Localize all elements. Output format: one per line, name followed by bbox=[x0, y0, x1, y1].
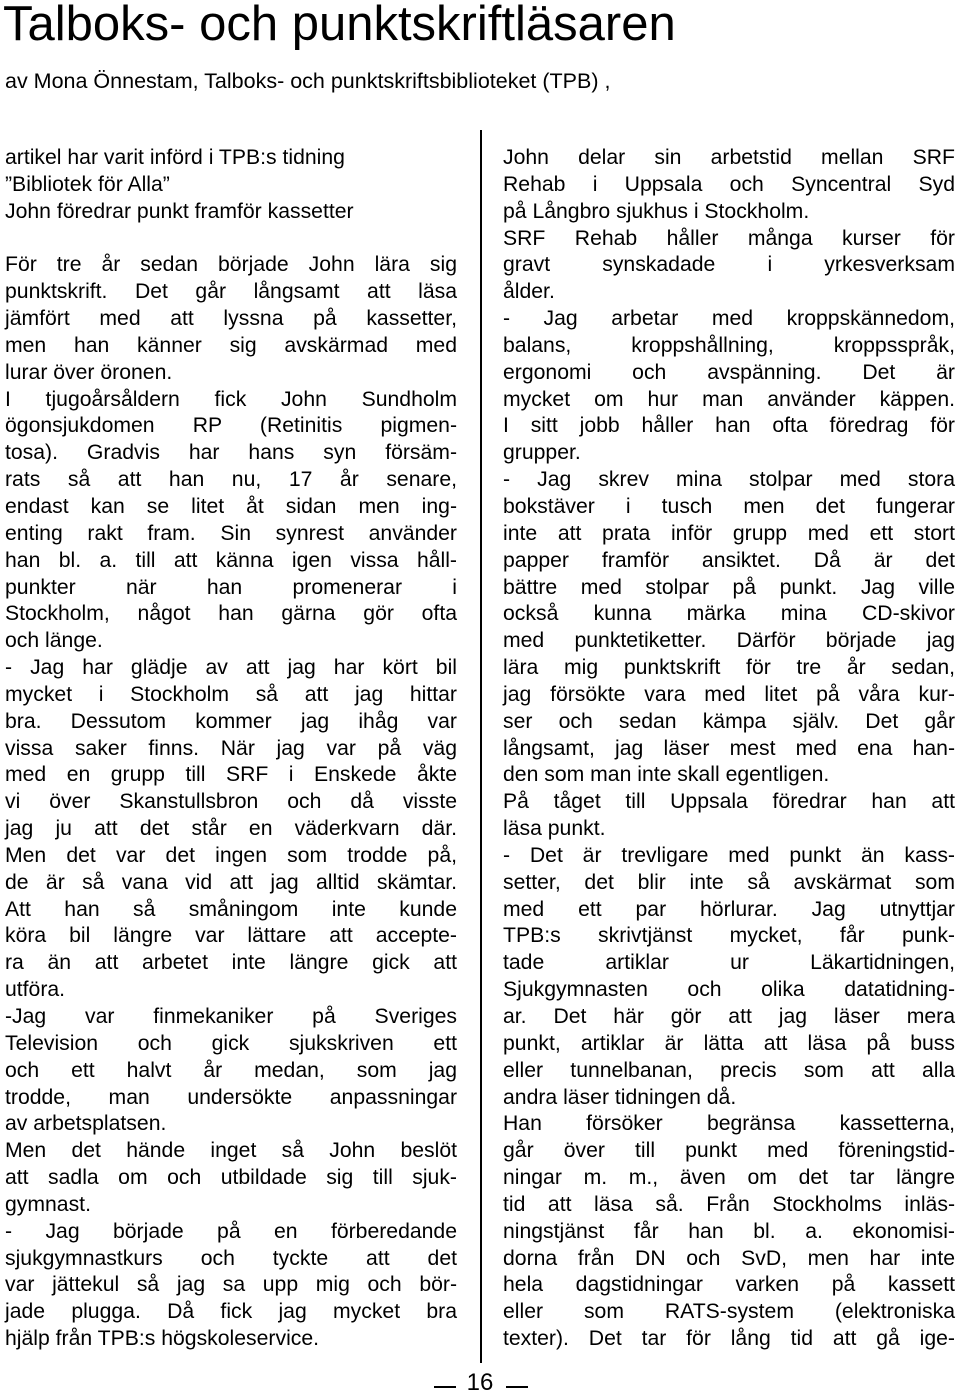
text-line: John föredrar punkt framför kassetter bbox=[5, 199, 354, 223]
text-line: att sadla om och utbildade sig till sjuk- bbox=[5, 1166, 457, 1190]
text-line: ra än att arbetet inte längre gick att bbox=[5, 951, 457, 975]
text-line: av arbetsplatsen. bbox=[5, 1112, 167, 1136]
text-line: papper framför ansiktet. Då är det bbox=[503, 548, 955, 572]
text-line: de är så vana vid att jag alltid skämtar. bbox=[5, 870, 457, 894]
text-line: TPB:s skrivtjänst mycket, får punk- bbox=[503, 924, 955, 948]
text-line: I tjugoårsåldern fick John Sundholm bbox=[5, 387, 457, 411]
text-line: gymnast. bbox=[5, 1192, 91, 1216]
text-line: ningar m. m., även om det tar längre bbox=[503, 1166, 955, 1190]
text-line: och ett halvt år medan, som jag bbox=[5, 1058, 457, 1082]
text-line: andra läser tidningen då. bbox=[503, 1085, 737, 1109]
text-line: vissa saker finns. När jag var på väg bbox=[5, 736, 457, 760]
left-text-column bbox=[5, 145, 457, 1353]
text-line: tade artiklar ur Läkartidningen, bbox=[503, 951, 955, 975]
text-line: punkter när han promenerar i bbox=[5, 575, 457, 599]
text-line: punkt, artiklar är lätta att läsa på buss bbox=[503, 1031, 955, 1055]
text-line: dorna från DN och SvD, men har inte bbox=[503, 1246, 955, 1270]
text-line: med punktetiketter. Därför började jag bbox=[503, 629, 955, 653]
text-line: går över till punkt med föreningstid- bbox=[503, 1139, 955, 1163]
text-line: SRF Rehab håller många kurser för bbox=[503, 226, 955, 250]
text-line: jag ju att det står en väderkvarn där. bbox=[5, 817, 457, 841]
text-line: lurar över öronen. bbox=[5, 360, 173, 384]
text-line: hjälp från TPB:s högskoleservice. bbox=[5, 1327, 320, 1351]
text-line: - Jag arbetar med kroppskännedom, bbox=[503, 307, 955, 331]
text-line: den som man inte skall egentligen. bbox=[503, 763, 830, 787]
text-line: - Det är trevligare med punkt än kass- bbox=[503, 843, 955, 867]
text-line: långsamt, jag läser mest med ena han- bbox=[503, 736, 955, 760]
text-line: bättre med stolpar på punkt. Jag ville bbox=[503, 575, 955, 599]
text-line: lära mig punktskrift för tre år sedan, bbox=[503, 656, 955, 680]
text-line: - Jag har glädje av att jag har kört bil bbox=[5, 656, 457, 680]
text-line: Men det var det ingen som trodde på, bbox=[5, 843, 457, 867]
text-line: punktskrift. Det går långsamt att läsa bbox=[5, 280, 457, 304]
text-line: trodde, man undersökte anpassningar bbox=[5, 1085, 457, 1109]
text-line: Rehab i Uppsala och Syncentral Syd bbox=[503, 172, 955, 196]
text-line: på Långbro sjukhus i Stockholm. bbox=[503, 199, 810, 223]
text-line: ögonsjukdomen RP (Retinitis pigmen- bbox=[5, 414, 457, 438]
text-line: bra. Dessutom kommer jag ihåg var bbox=[5, 709, 457, 733]
text-line: Att han så småningom inte kunde bbox=[5, 897, 457, 921]
text-line: För tre år sedan började John lära sig bbox=[5, 253, 457, 277]
text-line: På tåget till Uppsala föredrar han att bbox=[503, 790, 955, 814]
text-line: texter). Det tar för lång tid att gå ige- bbox=[503, 1327, 955, 1351]
text-line: han bl. a. till att känna igen vissa håll- bbox=[5, 548, 457, 572]
page-number: 16 bbox=[466, 1369, 494, 1396]
text-line: artikel har varit införd i TPB:s tidning bbox=[5, 146, 345, 169]
text-line: ser och sedan kämpa själv. Det går bbox=[503, 709, 955, 733]
text-line: ningstjänst får han bl. a. ekonomisi- bbox=[503, 1219, 955, 1243]
text-line: gravt synskadade i yrkesverksam bbox=[503, 253, 955, 277]
text-line: - Jag började på en förberedande bbox=[5, 1219, 457, 1243]
text-line: hela dagstidningar varken på kassett bbox=[503, 1273, 955, 1297]
text-line: ”Bibliotek för Alla” bbox=[5, 172, 170, 196]
text-line: jade plugga. Då fick jag mycket bra bbox=[5, 1300, 457, 1324]
text-line: inte att prata inför grupp med ett stort bbox=[503, 521, 955, 545]
text-line: ålder. bbox=[503, 280, 555, 304]
text-line: setter, det blir inte så avskärmat som bbox=[503, 870, 955, 894]
text-line: Men det hände inget så John beslöt bbox=[5, 1139, 457, 1163]
text-line: köra bil längre var lättare att accepte- bbox=[5, 924, 457, 948]
text-line: ergonomi och avspänning. Det är bbox=[503, 360, 955, 384]
article-byline: av Mona Önnestam, Talboks- och punktskriftsbiblioteket (TPB) , bbox=[5, 69, 611, 93]
text-line: vi över Skanstullsbron och då visste bbox=[5, 790, 457, 814]
text-line: tid att läsa så. Från Stockholms inläs- bbox=[503, 1192, 955, 1216]
text-line: läsa punkt. bbox=[503, 817, 606, 841]
text-line: eller tunnelbanan, precis som att alla bbox=[503, 1058, 955, 1082]
text-line: ar. Det här gör att jag läser mera bbox=[503, 1005, 955, 1028]
column-divider bbox=[480, 130, 482, 1363]
text-line: sjukgymnastkurs och tyckte att det bbox=[5, 1246, 457, 1270]
text-line: Television och gick sjukskriven ett bbox=[5, 1031, 457, 1055]
text-line: jag försökte vara med litet på våra kur- bbox=[503, 682, 955, 706]
text-line: med en grupp till SRF i Enskede åkte bbox=[5, 763, 457, 787]
text-line: med ett par hörlurar. Jag utnyttjar bbox=[503, 897, 955, 921]
text-line: men han känner sig avskärmad med bbox=[5, 333, 457, 357]
text-line: Han försöker begränsa kassetterna, bbox=[503, 1112, 955, 1136]
text-line: rats så att han nu, 17 år senare, bbox=[5, 468, 457, 492]
text-line: enting rakt fram. Sin synrest använder bbox=[5, 521, 457, 545]
page-number-dash-right bbox=[506, 1386, 528, 1388]
text-line: utföra. bbox=[5, 978, 66, 1002]
text-line: mycket i Stockholm så att jag hittar bbox=[5, 682, 457, 706]
text-line: bokstäver i tusch men det fungerar bbox=[503, 494, 955, 518]
text-line: endast kan se litet åt sidan men ing- bbox=[5, 494, 457, 518]
text-line: tosa). Gradvis har hans syn försäm- bbox=[5, 441, 457, 465]
text-line bbox=[5, 226, 457, 253]
text-line: - Jag skrev mina stolpar med stora bbox=[503, 468, 955, 492]
text-line: balans, kroppshållning, kroppsspråk, bbox=[503, 333, 955, 357]
article-title: Talboks- och punktskriftläsaren bbox=[3, 0, 676, 51]
text-line: I sitt jobb håller han ofta föredrag för bbox=[503, 414, 955, 438]
text-line: Stockholm, något han gärna gör ofta bbox=[5, 602, 457, 626]
text-line: mycket om hur man använder käppen. bbox=[503, 387, 955, 411]
text-line: eller som RATS-system (elektroniska bbox=[503, 1300, 955, 1324]
text-line: och länge. bbox=[5, 629, 103, 653]
text-line: jämfört med att lyssna på kassetter, bbox=[5, 307, 457, 331]
text-line: -Jag var finmekaniker på Sveriges bbox=[5, 1005, 457, 1028]
text-line: var jättekul så jag sa upp mig och bör- bbox=[5, 1273, 457, 1297]
text-line: John delar sin arbetstid mellan SRF bbox=[503, 146, 955, 169]
right-text-column bbox=[503, 145, 955, 1353]
text-line: också kunna märka mina CD-skivor bbox=[503, 602, 955, 626]
text-line: grupper. bbox=[503, 441, 581, 465]
text-line: Sjukgymnasten och olika datatidning- bbox=[503, 978, 955, 1002]
